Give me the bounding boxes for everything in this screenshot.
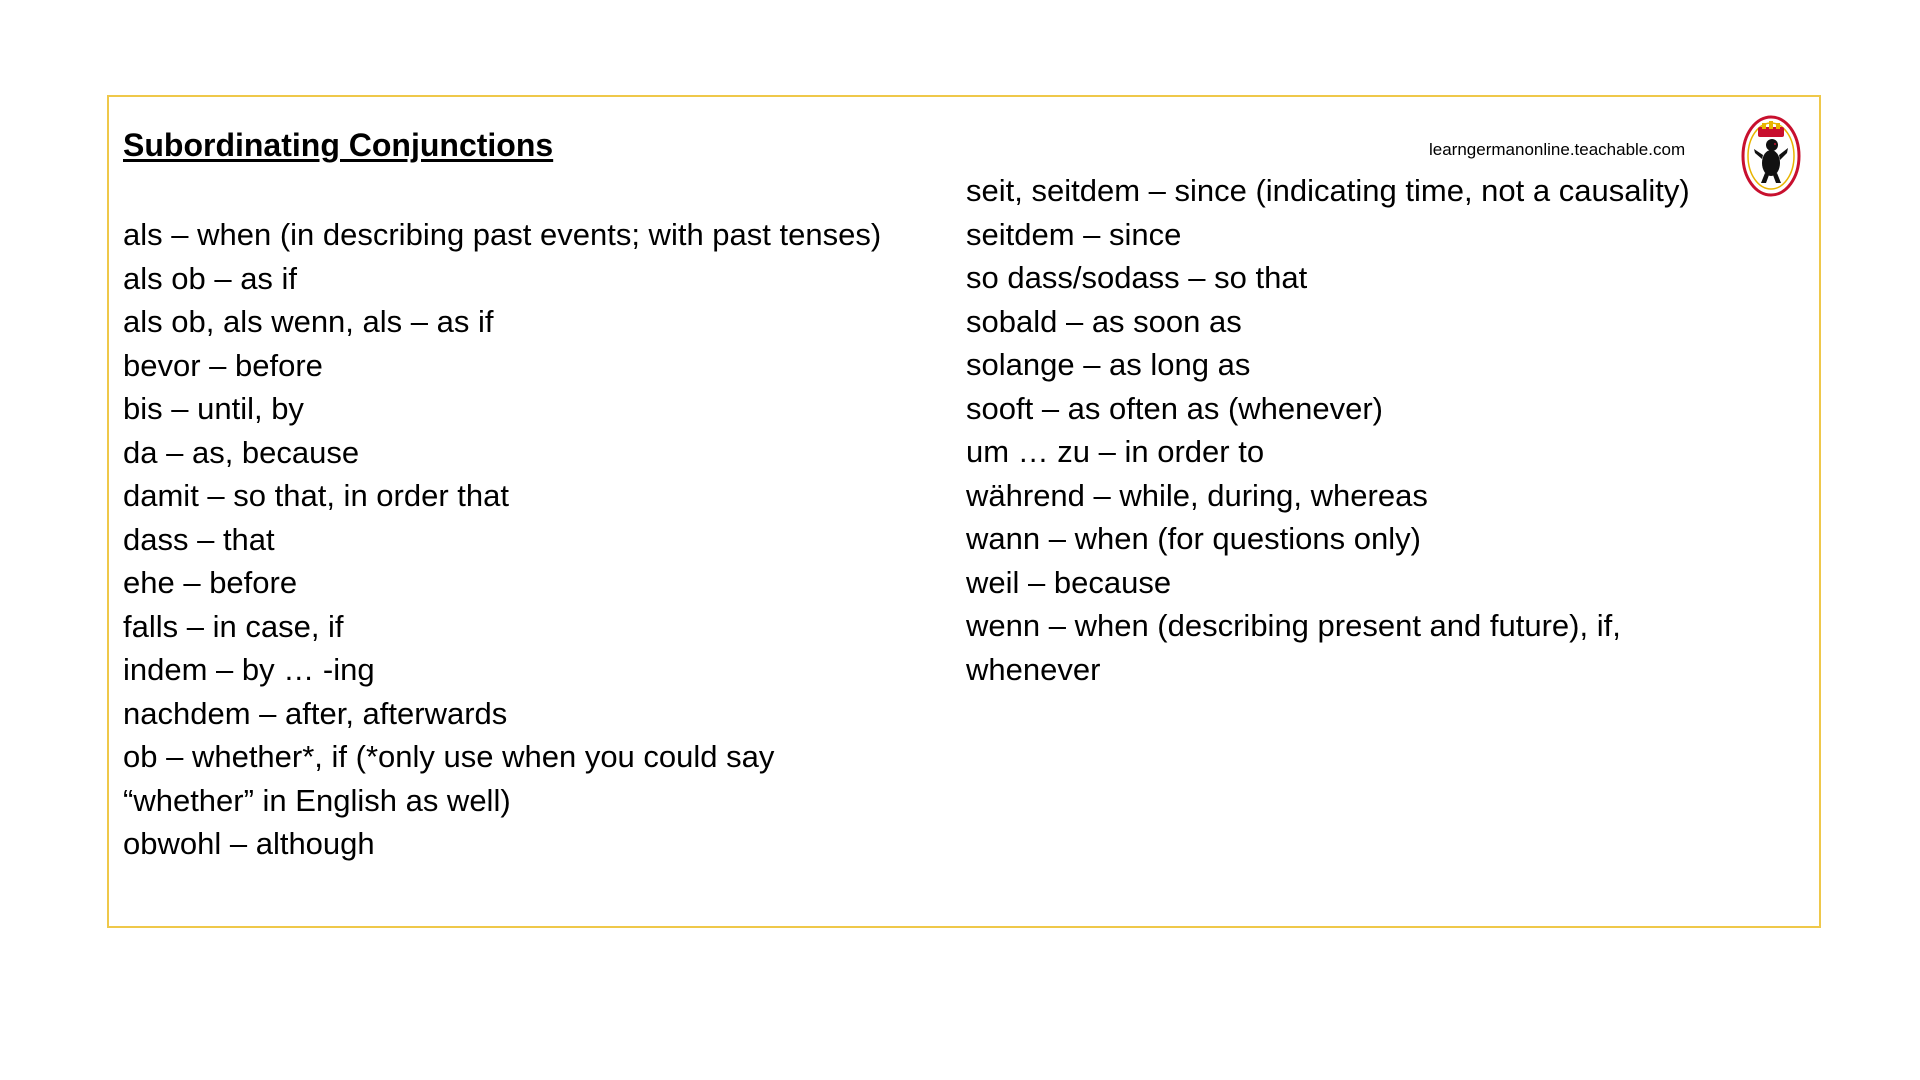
right-conjunction-list	[966, 169, 1690, 691]
list-item: bevor – before	[123, 347, 323, 383]
list-item: weil – because	[966, 564, 1172, 600]
list-item: ehe – before	[123, 565, 298, 600]
list-item: dass – that	[123, 521, 275, 557]
list-item: als – when (in describing past events; with past tenses)	[123, 217, 882, 252]
list-item: “whether” in English as well)	[123, 782, 511, 818]
slide-card	[107, 95, 1821, 928]
list-item: um … zu – in order to	[966, 434, 1265, 469]
list-item: wann – when (for questions only)	[966, 521, 1421, 556]
list-item: seit, seitdem – since (indicating time, not a causality)	[966, 173, 1690, 208]
list-item: nachdem – after, afterwards	[123, 695, 508, 731]
list-item: solange – as long as	[966, 347, 1251, 382]
list-item: sobald – as soon as	[966, 303, 1242, 339]
list-item: als ob – as if	[123, 260, 298, 296]
list-item: indem – by … -ing	[123, 652, 375, 687]
slide-title: Subordinating Conjunctions	[123, 127, 554, 163]
list-item: während – while, during, whereas	[966, 477, 1428, 513]
list-item: damit – so that, in order that	[123, 478, 509, 513]
berlin-bear-crest-icon	[1741, 115, 1801, 197]
list-item: ob – whether*, if (*only use when you could say	[123, 739, 775, 774]
list-item: da – as, because	[123, 434, 360, 470]
list-item: bis – until, by	[123, 391, 304, 426]
list-item: als ob, als wenn, als – as if	[123, 304, 494, 339]
list-item: falls – in case, if	[123, 608, 344, 644]
list-item: wenn – when (describing present and future), if,	[966, 608, 1621, 643]
list-item: sooft – as often as (whenever)	[966, 390, 1384, 426]
left-conjunction-list	[123, 213, 881, 866]
list-item: whenever	[966, 651, 1101, 687]
list-item: seitdem – since	[966, 216, 1182, 252]
list-item: so dass/sodass – so that	[966, 260, 1308, 295]
list-item: obwohl – although	[123, 826, 375, 861]
website-label: learngermanonline.teachable.com	[1429, 140, 1686, 159]
